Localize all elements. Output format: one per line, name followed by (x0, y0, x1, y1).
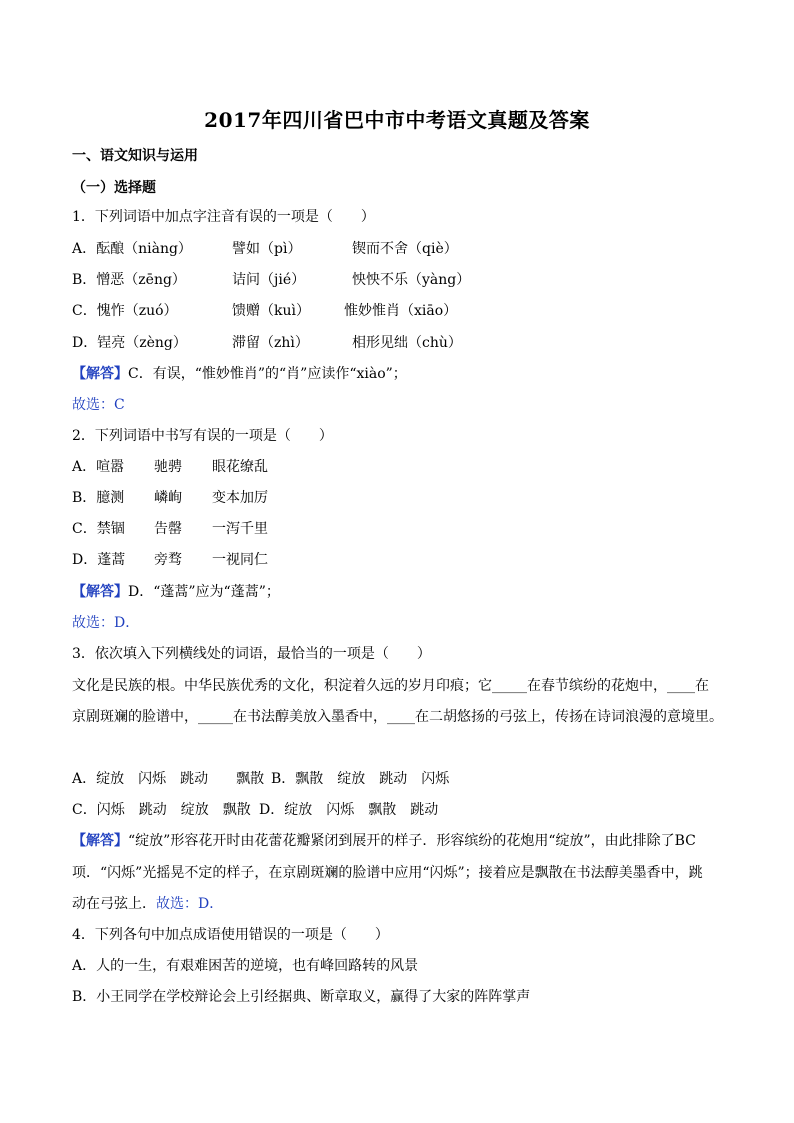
option-b: B．飘散 绽放 跳动 闪烁 (271, 771, 450, 787)
option-a-word-1: A．喧嚣 (72, 459, 125, 475)
answer-tag: 【解答】 (72, 833, 128, 849)
option-a-word-1: A．酝酿（niàng） (72, 241, 192, 257)
question-4-stem: 4．下列各句中加点成语使用错误的一项是（ ） (72, 927, 389, 943)
answer-text: D．“蓬蒿”应为“蓬蒿”； (128, 584, 280, 600)
option-d-word-2: 滞留（zhì） (232, 335, 309, 351)
option-d-word-3: 一视同仁 (212, 552, 268, 568)
question-1-option-d (72, 334, 462, 352)
question-3-answer-line-1 (72, 832, 696, 850)
question-4-option-b: B．小王同学在学校辩论会上引经据典、断章取义，赢得了大家的阵阵掌声 (72, 989, 531, 1005)
option-d-word-2: 旁骛 (154, 552, 182, 568)
question-1-option-b (72, 271, 470, 289)
option-a-word-2: 譬如（pì） (232, 241, 302, 257)
option-c-word-2: 告罄 (154, 521, 182, 537)
option-b-word-1: B．臆测 (72, 490, 125, 506)
question-1-choice: 故选：C (72, 397, 125, 413)
question-1-option-a (72, 240, 458, 258)
question-3-options-row-2 (72, 801, 438, 819)
option-c-word-3: 一泻千里 (212, 521, 268, 537)
option-c-word-3: 惟妙惟肖（xiāo） (344, 303, 458, 319)
question-2-choice: 故选：D． (72, 615, 140, 631)
question-3-options-row-1 (72, 770, 449, 788)
subsection-heading: （一）选择题 (72, 180, 156, 196)
option-c-word-1: C．愧怍（zuó） (72, 303, 178, 319)
option-d-word-1: D．蓬蒿 (72, 552, 126, 568)
answer-text: C．有误，“惟妙惟肖”的“肖”应读作“xiào”； (128, 366, 407, 382)
question-2-option-a (72, 458, 268, 476)
question-2-option-d (72, 551, 268, 569)
option-b-word-1: B．憎恶（zēng） (72, 272, 186, 288)
question-3-passage-line-1: 文化是民族的根。中华民族优秀的文化，积淀着久远的岁月印痕；它_____在春节缤纷的花炮中，____在 (72, 678, 709, 694)
option-d-word-1: D．锃亮（zèng） (72, 335, 187, 351)
option-a: A．绽放 闪烁 跳动 飘散 (72, 771, 265, 787)
answer-tag: 【解答】 (72, 366, 128, 382)
question-2-option-c (72, 520, 268, 538)
answer-tag: 【解答】 (72, 584, 128, 600)
option-b-word-3: 变本加厉 (212, 490, 268, 506)
option-c: C．闪烁 跳动 绽放 飘散 (72, 802, 251, 818)
option-d: D．绽放 闪烁 飘散 跳动 (259, 802, 439, 818)
question-3-choice: 故选：D． (156, 896, 224, 912)
section-heading: 一、语文知识与运用 (72, 148, 198, 164)
question-1-stem: 1．下列词语中加点字注音有误的一项是（ ） (72, 209, 375, 225)
answer-text: 动在弓弦上． (72, 896, 156, 912)
question-3-answer-line-2: 项．“闪烁”光摇晃不定的样子，在京剧斑斓的脸谱中应用“闪烁”；接着应是飘散在书法醇美墨香中，跳 (72, 865, 703, 881)
option-c-word-2: 馈赠（kuì） (232, 303, 310, 319)
option-b-word-2: 嶙峋 (154, 490, 182, 506)
option-a-word-2: 驰骋 (154, 459, 182, 475)
question-2-stem: 2．下列词语中书写有误的一项是（ ） (72, 428, 333, 444)
question-1-option-c (72, 302, 457, 320)
question-3-answer-line-3 (72, 895, 223, 913)
answer-text: “绽放”形容花开时由花蕾花瓣紧闭到展开的样子．形容缤纷的花炮用“绽放”，由此排除了BC (128, 833, 696, 849)
option-b-word-3: 怏怏不乐（yàng） (352, 272, 471, 288)
question-1-answer (72, 365, 407, 383)
option-c-word-1: C．禁锢 (72, 521, 125, 537)
option-b-word-2: 诘问（jié） (232, 272, 306, 288)
option-a-word-3: 锲而不舍（qiè） (352, 241, 458, 257)
question-2-option-b (72, 489, 268, 507)
question-3-stem: 3．依次填入下列横线处的词语，最恰当的一项是（ ） (72, 646, 431, 662)
question-3-passage-line-2: 京剧斑斓的脸谱中，_____在书法醇美放入墨香中，____在二胡悠扬的弓弦上，传扬在诗词浪漫的意境里。 (72, 709, 723, 725)
option-a-word-3: 眼花缭乱 (212, 459, 268, 475)
option-d-word-3: 相形见绌（chù） (352, 335, 462, 351)
question-2-answer (72, 583, 280, 601)
question-4-option-a: A．人的一生，有艰难困苦的逆境，也有峰回路转的风景 (72, 958, 419, 974)
page-title: 2017年四川省巴中市中考语文真题及答案 (204, 108, 590, 132)
